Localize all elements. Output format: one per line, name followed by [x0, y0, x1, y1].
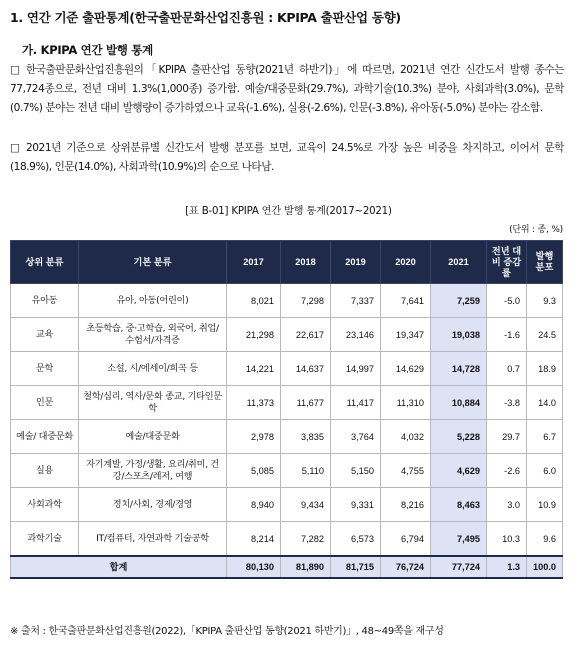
value-share: 24.5: [527, 318, 563, 352]
value-2018: 9,434: [281, 488, 331, 522]
value-2019: 14,997: [331, 352, 381, 386]
table-row: [11, 318, 563, 352]
total-share: 100.0: [527, 556, 563, 578]
row-category: 과학기술: [11, 522, 79, 557]
row-category: 인문: [11, 386, 79, 420]
header-category: 상위 분류: [11, 241, 79, 284]
table-total-row: [11, 556, 563, 578]
value-2021: 10,884: [431, 386, 487, 420]
value-2018: 11,677: [281, 386, 331, 420]
table-row: [11, 420, 563, 454]
value-2017: 2,978: [227, 420, 281, 454]
bullet-icon: □: [10, 64, 23, 76]
value-share: 9.6: [527, 522, 563, 557]
table-row: [11, 522, 563, 557]
value-change: -5.0: [487, 284, 527, 318]
value-2017: 14,221: [227, 352, 281, 386]
value-2021: 7,495: [431, 522, 487, 557]
total-y2021: 77,724: [431, 556, 487, 578]
header-2021: 2021: [431, 241, 487, 284]
row-subcategory: 자기계발, 가정/생활, 요리/취미, 건강/스포츠/레저, 여행: [79, 454, 227, 488]
source-note: ※ 출처 : 한국출판문화산업진흥원(2022),「KPIPA 출판산업 동향(2021 하반기)」, 48~49쪽을 재구성: [10, 626, 444, 637]
publication-stats-table: [10, 240, 563, 579]
table-caption: [표 B-01] KPIPA 연간 발행 통계(2017~2021): [185, 206, 392, 217]
value-2021: 8,463: [431, 488, 487, 522]
value-2018: 7,282: [281, 522, 331, 557]
value-2017: 8,021: [227, 284, 281, 318]
value-2020: 8,216: [381, 488, 431, 522]
total-change: 1.3: [487, 556, 527, 578]
total-y2020: 76,724: [381, 556, 431, 578]
value-change: 3.0: [487, 488, 527, 522]
value-share: 6.7: [527, 420, 563, 454]
value-2021: 4,629: [431, 454, 487, 488]
header-2019: 2019: [331, 241, 381, 284]
total-label: 합계: [11, 556, 227, 578]
value-2018: 5,110: [281, 454, 331, 488]
row-category: 예술/ 대중문화: [11, 420, 79, 454]
value-2018: 3,835: [281, 420, 331, 454]
unit-note: (단위 : 종, %): [509, 225, 563, 235]
row-category: 교육: [11, 318, 79, 352]
total-y2019: 81,715: [331, 556, 381, 578]
header-2017: 2017: [227, 241, 281, 284]
row-category: 사회과학: [11, 488, 79, 522]
value-2020: 6,794: [381, 522, 431, 557]
value-share: 6.0: [527, 454, 563, 488]
value-2019: 9,331: [331, 488, 381, 522]
value-2017: 8,940: [227, 488, 281, 522]
table-row: [11, 488, 563, 522]
row-subcategory: IT/컴퓨터, 자연과학 기술공학: [79, 522, 227, 557]
value-2017: 21,298: [227, 318, 281, 352]
header-share: 발행 분포: [527, 241, 563, 284]
paragraph-1-text: 한국출판문화산업진흥원의「KPIPA 출판산업 동향(2021년 하반기)」에 따르면, 2021년 연간 신간도서 발행 종수는 77,724종으로, 전년 대비 1.3%(1,000종) 증가함. 예술/대중문화(29.7%), 과학기술(10.3%) 분야, 사회과학(3.0%), 문학(0.7%) 분야는 전년 대비 발행량이 증가하였으나 교육(-1.6%), 실용(-2.6%), 인문(-3.8%), 유아동(-5.0%) 분야는 감소함.: [10, 64, 564, 114]
row-subcategory: 철학/심리, 역사/문화 종교, 기타인문학: [79, 386, 227, 420]
value-2017: 8,214: [227, 522, 281, 557]
section-title: 1. 연간 기준 출판통계(한국출판문화산업진흥원 : KPIPA 출판산업 동향): [10, 10, 401, 25]
value-share: 18.9: [527, 352, 563, 386]
value-2020: 4,755: [381, 454, 431, 488]
value-change: 0.7: [487, 352, 527, 386]
table-header-row: [11, 241, 563, 284]
value-2021: 14,728: [431, 352, 487, 386]
value-change: -3.8: [487, 386, 527, 420]
value-2018: 7,298: [281, 284, 331, 318]
row-subcategory: 소설, 시/에세이/희곡 등: [79, 352, 227, 386]
value-2019: 23,146: [331, 318, 381, 352]
value-2020: 11,310: [381, 386, 431, 420]
subsection-title: 가. KPIPA 연간 발행 통계: [22, 43, 153, 57]
bullet-icon: □: [10, 142, 22, 154]
value-2021: 5,228: [431, 420, 487, 454]
value-2020: 7,641: [381, 284, 431, 318]
value-2019: 5,150: [331, 454, 381, 488]
value-2020: 4,032: [381, 420, 431, 454]
value-2020: 14,629: [381, 352, 431, 386]
value-2019: 6,573: [331, 522, 381, 557]
value-change: -2.6: [487, 454, 527, 488]
header-subcategory: 기본 분류: [79, 241, 227, 284]
row-subcategory: 유아, 아동(어린이): [79, 284, 227, 318]
paragraph-1: [10, 61, 564, 118]
row-category: 실용: [11, 454, 79, 488]
value-change: 10.3: [487, 522, 527, 557]
row-subcategory: 예술/대중문화: [79, 420, 227, 454]
total-y2017: 80,130: [227, 556, 281, 578]
value-2021: 19,038: [431, 318, 487, 352]
table-row: [11, 386, 563, 420]
value-2017: 11,373: [227, 386, 281, 420]
header-change: 전년 대비 증감률: [487, 241, 527, 284]
value-share: 9.3: [527, 284, 563, 318]
value-share: 10.9: [527, 488, 563, 522]
value-2020: 19,347: [381, 318, 431, 352]
row-category: 유아동: [11, 284, 79, 318]
value-2019: 7,337: [331, 284, 381, 318]
value-change: 29.7: [487, 420, 527, 454]
paragraph-2: [10, 139, 564, 177]
header-2020: 2020: [381, 241, 431, 284]
header-2018: 2018: [281, 241, 331, 284]
value-share: 14.0: [527, 386, 563, 420]
value-2019: 3,764: [331, 420, 381, 454]
value-change: -1.6: [487, 318, 527, 352]
paragraph-2-text: 2021년 기준으로 상위분류별 신간도서 발행 분포를 보면, 교육이 24.5%로 가장 높은 비중을 차지하고, 이어서 문학(18.9%), 인문(14.0%), 사회과학(10.9%)의 순으로 나타남.: [10, 142, 564, 173]
table-row: [11, 284, 563, 318]
value-2018: 22,617: [281, 318, 331, 352]
value-2019: 11,417: [331, 386, 381, 420]
value-2021: 7,259: [431, 284, 487, 318]
value-2017: 5,085: [227, 454, 281, 488]
table-row: [11, 454, 563, 488]
row-subcategory: 정치/사회, 경제/경영: [79, 488, 227, 522]
table-row: [11, 352, 563, 386]
total-y2018: 81,890: [281, 556, 331, 578]
row-category: 문학: [11, 352, 79, 386]
value-2018: 14,637: [281, 352, 331, 386]
row-subcategory: 초등학습, 중·고학습, 외국어, 취업/수험서/자격증: [79, 318, 227, 352]
